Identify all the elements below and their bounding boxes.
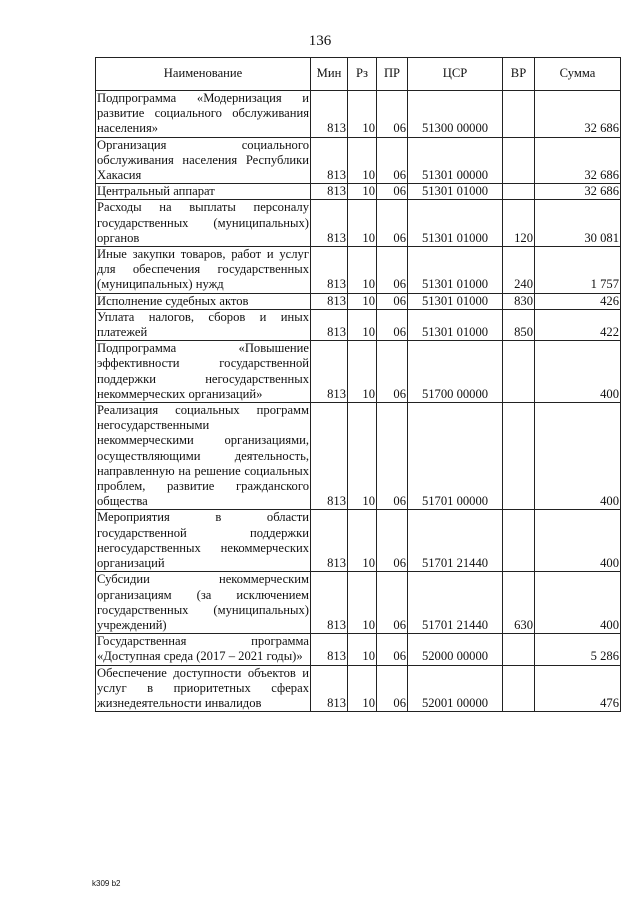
table-row [96, 200, 621, 247]
row-min: 813 [311, 403, 348, 510]
row-rz: 10 [348, 510, 377, 572]
row-sum: 5 286 [535, 634, 621, 665]
row-csr: 51701 00000 [408, 403, 503, 510]
document-footer-code: k309 b2 [92, 879, 121, 888]
row-min: 813 [311, 309, 348, 340]
row-rz: 10 [348, 200, 377, 247]
row-csr: 51301 01000 [408, 309, 503, 340]
row-pr: 06 [377, 247, 408, 294]
row-csr: 52001 00000 [408, 665, 503, 712]
row-vr [503, 137, 535, 184]
row-min: 813 [311, 184, 348, 200]
row-sum: 422 [535, 309, 621, 340]
row-csr: 51700 00000 [408, 341, 503, 403]
row-min: 813 [311, 634, 348, 665]
table-row [96, 247, 621, 294]
row-vr: 630 [503, 572, 535, 634]
row-min: 813 [311, 665, 348, 712]
row-sum: 30 081 [535, 200, 621, 247]
row-name: Реализация социальных программ негосударственными некоммерческими организациями, осуществляющими деятельность, направленную на решение социальных проблем, развитие гражданского общества [97, 403, 309, 509]
row-vr [503, 634, 535, 665]
row-min: 813 [311, 247, 348, 294]
table-row [96, 341, 621, 403]
row-sum: 32 686 [535, 91, 621, 138]
row-sum: 1 757 [535, 247, 621, 294]
row-vr: 240 [503, 247, 535, 294]
row-pr: 06 [377, 665, 408, 712]
row-csr: 51301 01000 [408, 200, 503, 247]
row-vr [503, 665, 535, 712]
row-pr: 06 [377, 309, 408, 340]
table-row [96, 403, 621, 510]
row-vr [503, 91, 535, 138]
row-name: Субсидии некоммерческим организациям (за исключением государственных (муниципальных) учреждений) [97, 572, 309, 632]
row-name: Подпрограмма «Модернизация и развитие социального обслуживания населения» [97, 91, 309, 136]
table-row [96, 634, 621, 665]
row-csr: 51300 00000 [408, 91, 503, 138]
row-vr [503, 341, 535, 403]
row-sum: 400 [535, 403, 621, 510]
row-min: 813 [311, 572, 348, 634]
row-name: Центральный аппарат [96, 184, 311, 200]
row-sum: 400 [535, 572, 621, 634]
row-rz: 10 [348, 403, 377, 510]
row-sum: 32 686 [535, 184, 621, 200]
header-name: Наименование [96, 58, 311, 91]
row-name: Расходы на выплаты персоналу государственных (муниципальных) органов [97, 200, 309, 245]
row-rz: 10 [348, 184, 377, 200]
row-vr: 120 [503, 200, 535, 247]
row-name: Мероприятия в области государственной поддержки негосударственных некоммерческих организаций [97, 510, 309, 571]
row-pr: 06 [377, 137, 408, 184]
table-row [96, 293, 621, 309]
row-rz: 10 [348, 293, 377, 309]
row-csr: 51701 21440 [408, 510, 503, 572]
budget-table [95, 57, 621, 712]
row-vr [503, 403, 535, 510]
row-sum: 400 [535, 341, 621, 403]
row-csr: 51301 01000 [408, 293, 503, 309]
row-sum: 400 [535, 510, 621, 572]
table-row [96, 184, 621, 200]
table-row [96, 572, 621, 634]
row-pr: 06 [377, 91, 408, 138]
row-sum: 32 686 [535, 137, 621, 184]
row-pr: 06 [377, 293, 408, 309]
table-row [96, 510, 621, 572]
row-min: 813 [311, 510, 348, 572]
header-pr: ПР [377, 58, 408, 91]
header-rz: Рз [348, 58, 377, 91]
row-rz: 10 [348, 137, 377, 184]
row-csr: 51701 21440 [408, 572, 503, 634]
row-sum: 426 [535, 293, 621, 309]
row-min: 813 [311, 91, 348, 138]
page-number: 136 [308, 33, 332, 49]
row-vr: 830 [503, 293, 535, 309]
row-vr [503, 184, 535, 200]
row-name: Иные закупки товаров, работ и услуг для обеспечения государственных (муниципальных) нужд [97, 247, 309, 292]
table-row [96, 91, 621, 138]
row-min: 813 [311, 293, 348, 309]
row-csr: 51301 01000 [408, 184, 503, 200]
row-rz: 10 [348, 572, 377, 634]
row-rz: 10 [348, 341, 377, 403]
row-min: 813 [311, 341, 348, 403]
row-name: Организация социального обслуживания населения Республики Хакасия [97, 137, 309, 183]
row-name: Исполнение судебных актов [96, 293, 311, 309]
row-rz: 10 [348, 634, 377, 665]
row-pr: 06 [377, 572, 408, 634]
table-row [96, 309, 621, 340]
header-vr: ВР [503, 58, 535, 91]
row-min: 813 [311, 137, 348, 184]
row-rz: 10 [348, 665, 377, 712]
row-vr: 850 [503, 309, 535, 340]
row-csr: 51301 00000 [408, 137, 503, 184]
table-header-row [96, 58, 621, 91]
header-csr: ЦСР [408, 58, 503, 91]
table-row [96, 665, 621, 712]
row-rz: 10 [348, 91, 377, 138]
row-name: Подпрограмма «Повышение эффективности государственной поддержки негосударственных некоммерческих организаций» [97, 341, 309, 401]
row-pr: 06 [377, 200, 408, 247]
row-pr: 06 [377, 184, 408, 200]
row-name: Обеспечение доступности объектов и услуг в приоритетных сферах жизнедеятельности инвалидов [97, 665, 309, 710]
row-csr: 52000 00000 [408, 634, 503, 665]
row-rz: 10 [348, 309, 377, 340]
row-sum: 476 [535, 665, 621, 712]
row-name: Государственная программа «Доступная среда (2017 – 2021 годы)» [97, 634, 309, 664]
row-csr: 51301 01000 [408, 247, 503, 294]
row-pr: 06 [377, 341, 408, 403]
row-rz: 10 [348, 247, 377, 294]
header-min: Мин [311, 58, 348, 91]
row-min: 813 [311, 200, 348, 247]
table-row [96, 137, 621, 184]
row-pr: 06 [377, 634, 408, 665]
header-sum: Сумма [535, 58, 621, 91]
row-vr [503, 510, 535, 572]
row-name: Уплата налогов, сборов и иных платежей [97, 309, 309, 340]
row-pr: 06 [377, 403, 408, 510]
row-pr: 06 [377, 510, 408, 572]
